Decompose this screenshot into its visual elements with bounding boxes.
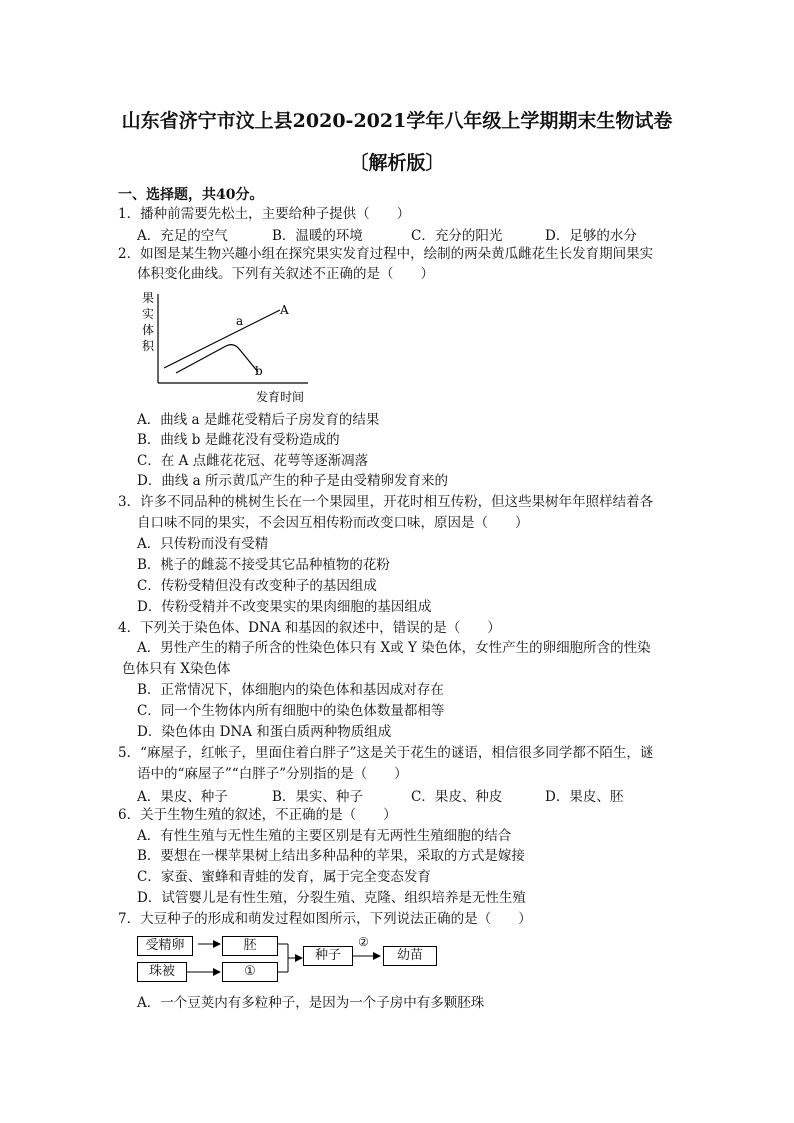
q4-option-a-line2: 色体只有 X染色体 bbox=[122, 661, 231, 677]
box-1: ① bbox=[222, 962, 278, 982]
q1-option-b: B．温暖的环境 bbox=[272, 228, 363, 244]
q6-option-a: A．有性生殖与无性生殖的主要区别是有无两性生殖细胞的结合 bbox=[137, 828, 512, 844]
q2-option-b: B．曲线 b 是雌花没有受粉造成的 bbox=[137, 432, 340, 448]
y-axis-label-1: 果 bbox=[142, 291, 155, 305]
q4-stem: 4．下列关于染色体、DNA 和基因的叙述中，错误的是（ ） bbox=[118, 620, 501, 636]
q2-option-d: D．曲线 a 所示黄瓜产生的种子是由受精卵发育来的 bbox=[137, 473, 448, 489]
q4-option-a-line1: A．男性产生的精子所含的性染色体只有 X或 Y 染色体，女性产生的卵细胞所含的性染 bbox=[137, 640, 651, 656]
q2-option-a: A．曲线 a 是雌花受精后子房发育的结果 bbox=[137, 412, 380, 428]
q6-stem: 6．关于生物生殖的叙述，不正确的是（ ） bbox=[118, 807, 397, 823]
q1-option-d: D．足够的水分 bbox=[545, 228, 637, 244]
point-A-label: A bbox=[280, 303, 289, 317]
y-axis-label-2: 实 bbox=[142, 307, 155, 321]
q3-stem-line1: 3．许多不同品种的桃树生长在一个果园里，开花时相互传粉，但这些果树年年照样结着各 bbox=[118, 494, 654, 510]
curve-a-label: a bbox=[236, 314, 244, 328]
box-seedling: 幼苗 bbox=[383, 946, 437, 966]
q3-option-b: B．桃子的雌蕊不接受其它品种植物的花粉 bbox=[137, 557, 390, 573]
curve-b bbox=[176, 345, 258, 373]
y-axis-label-4: 积 bbox=[142, 339, 155, 353]
q2-stem-line1: 2．如图是某生物兴趣小组在探究果实发育过程中，绘制的两朵黄瓜雌花生长发育期间果实 bbox=[118, 246, 654, 262]
page-subtitle: 〔解析版〕 bbox=[349, 152, 445, 174]
q2-stem-line2: 体积变化曲线。下列有关叙述不正确的是（ ） bbox=[137, 266, 434, 282]
q2-option-c: C．在 A 点雌花花冠、花萼等逐渐凋落 bbox=[137, 453, 369, 469]
q3-option-d: D．传粉受精并不改变果实的果肉细胞的基因组成 bbox=[137, 599, 432, 615]
q1-option-c: C．充分的阳光 bbox=[411, 228, 503, 244]
q5-stem-line2: 语中的“麻屋子”“白胖子”分别指的是（ ） bbox=[137, 766, 408, 782]
q5-option-d: D．果皮、胚 bbox=[545, 789, 624, 805]
q6-option-b: B．要想在一棵苹果树上结出多种品种的苹果，采取的方式是嫁接 bbox=[137, 848, 525, 864]
q7-stem: 7．大豆种子的形成和萌发过程如图所示，下列说法正确的是（ ） bbox=[118, 911, 532, 927]
q5-option-c: C．果皮、种皮 bbox=[411, 789, 503, 805]
q6-option-c: C．家蚕、蜜蜂和青蛙的发育，属于完全变态发育 bbox=[137, 869, 431, 885]
q4-option-d: D．染色体由 DNA 和蛋白质两种物质组成 bbox=[137, 724, 392, 740]
q5-stem-line1: 5．“麻屋子，红帐子，里面住着白胖子”这是关于花生的谜语，相信很多同学都不陌生，谜 bbox=[118, 745, 654, 761]
q3-stem-line2: 自口味不同的果实，不会因互相传粉而改变口味，原因是（ ） bbox=[137, 515, 529, 531]
q4-option-b: B．正常情况下，体细胞内的染色体和基因成对存在 bbox=[137, 682, 444, 698]
q5-option-a: A．果皮、种子 bbox=[137, 789, 228, 805]
fruit-volume-graph bbox=[130, 288, 320, 408]
box-embryo: 胚 bbox=[222, 936, 278, 956]
page-title: 山东省济宁市汶上县2020-2021学年八年级上学期期末生物试卷 bbox=[121, 110, 673, 132]
q3-option-a: A．只传粉而没有受精 bbox=[137, 536, 269, 552]
y-axis-label-3: 体 bbox=[142, 323, 155, 337]
box-zygote: 受精卵 bbox=[137, 936, 193, 956]
box-seed: 种子 bbox=[303, 946, 353, 966]
q3-option-c: C．传粉受精但没有改变种子的基因组成 bbox=[137, 578, 377, 594]
process-2-mark: ② bbox=[358, 935, 369, 949]
q1-stem: 1．播种前需要先松土，主要给种子提供（ ） bbox=[118, 206, 411, 222]
q5-option-b: B．果实、种子 bbox=[272, 789, 363, 805]
section-heading: 一、选择题，共40分。 bbox=[118, 187, 264, 203]
q6-option-d: D．试管婴儿是有性生殖，分裂生殖、克隆、组织培养是无性生殖 bbox=[137, 890, 526, 906]
curve-a bbox=[164, 310, 280, 368]
q4-option-c: C．同一个生物体内所有细胞中的染色体数量都相等 bbox=[137, 703, 445, 719]
box-integument: 珠被 bbox=[137, 962, 187, 982]
q7-option-a: A．一个豆荚内有多粒种子，是因为一个子房中有多颗胚珠 bbox=[137, 995, 485, 1011]
q1-option-a: A．充足的空气 bbox=[137, 228, 228, 244]
x-axis-label: 发育时间 bbox=[256, 390, 305, 404]
curve-b-label: b bbox=[255, 364, 263, 378]
